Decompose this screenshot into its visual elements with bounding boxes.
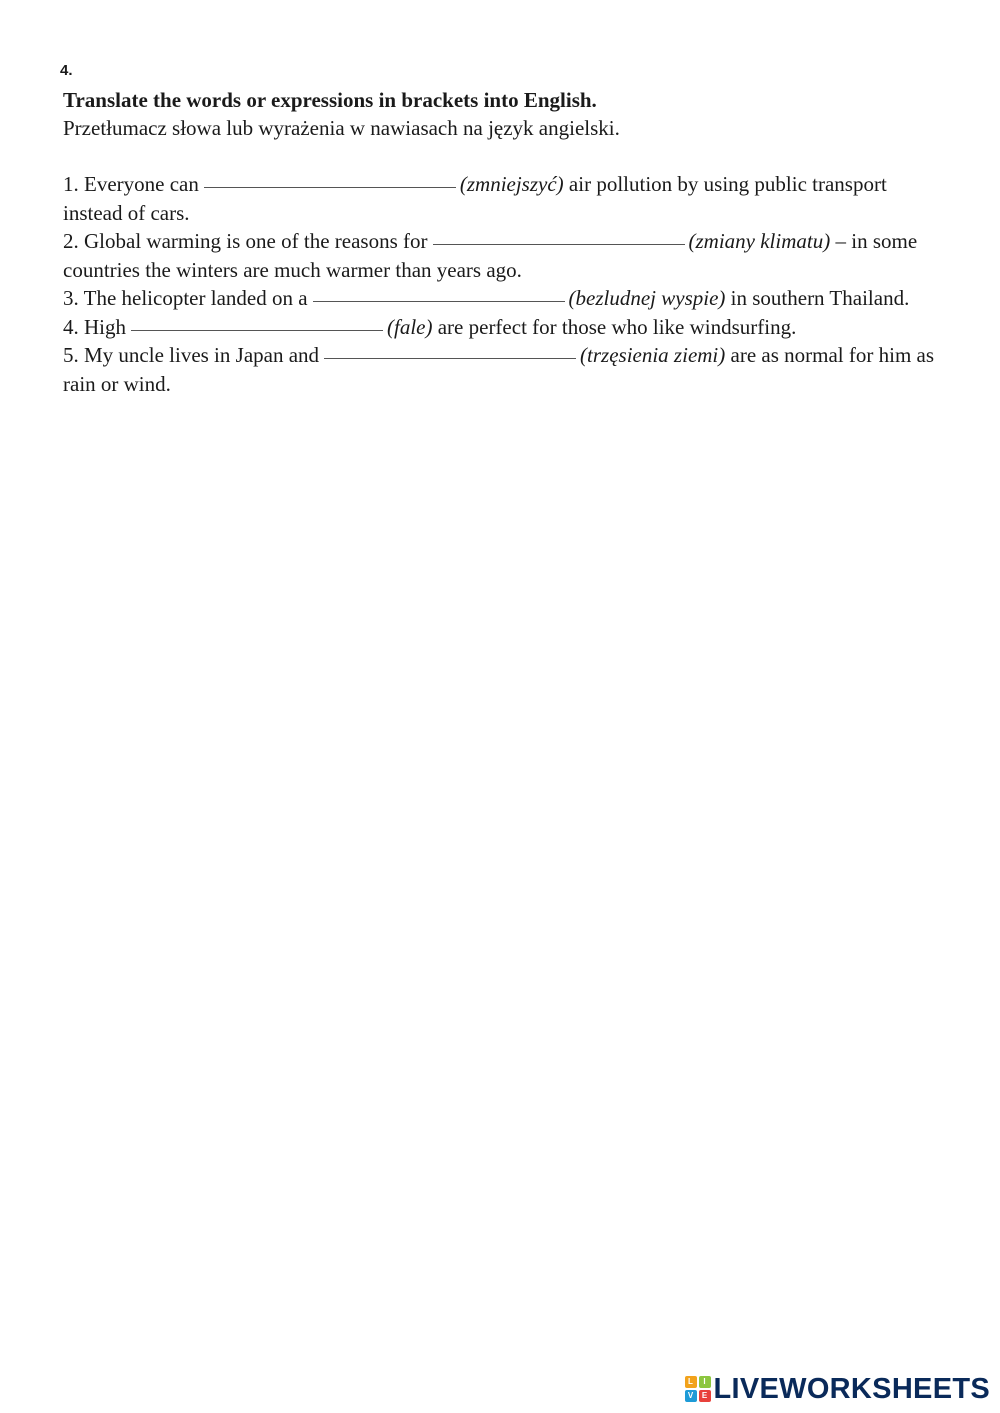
exercise-item-3: [63, 284, 943, 313]
item-4-answer-blank[interactable]: [131, 329, 383, 331]
item-4-hint: (fale): [387, 314, 433, 339]
item-1-text-before: 1. Everyone can: [63, 172, 199, 196]
item-5-hint: (trzęsienia ziemi): [580, 343, 726, 367]
exercise-number: 4.: [60, 62, 73, 79]
item-3-text-before: 3. The helicopter landed on a: [63, 286, 308, 310]
item-2-hint: (zmiany klimatu): [688, 229, 831, 253]
logo-tile-l: L: [685, 1376, 697, 1388]
exercise-item-1: [63, 170, 943, 227]
exercise-item-5: [63, 341, 943, 398]
exercise-items: [63, 170, 943, 398]
exercise-item-4: [63, 313, 943, 342]
liveworksheets-logo-icon: [685, 1376, 711, 1402]
logo-text: LIVEWORKSHEETS: [713, 1372, 990, 1405]
logo-tile-i: I: [699, 1376, 711, 1388]
item-5-text-after: are as normal for him as rain or wind.: [63, 343, 935, 396]
item-4-text-before: 4. High: [63, 314, 126, 339]
instruction-english: Translate the words or expressions in brackets into English.: [63, 88, 597, 112]
item-2-text-after: – in some countries the winters are much warmer than years ago.: [63, 229, 918, 282]
item-3-answer-blank[interactable]: [313, 300, 565, 302]
item-3-hint: (bezludnej wyspie): [568, 286, 726, 310]
logo-tile-v: V: [685, 1390, 697, 1402]
item-1-answer-blank[interactable]: [204, 186, 456, 188]
instruction-polish: Przetłumacz słowa lub wyrażenia w nawiasach na język angielski.: [63, 116, 620, 140]
item-3-text-after: in southern Thailand.: [730, 286, 910, 310]
exercise-item-2: [63, 227, 943, 284]
item-1-hint: (zmniejszyć): [459, 172, 564, 196]
item-5-answer-blank[interactable]: [324, 357, 576, 359]
item-1-text-after: air pollution by using public transport instead of cars.: [63, 172, 887, 225]
item-5-text-before: 5. My uncle lives in Japan and: [63, 343, 320, 367]
logo-tile-e: E: [699, 1390, 711, 1402]
worksheet-body: [63, 86, 943, 398]
item-2-text-before: 2. Global warming is one of the reasons for: [63, 229, 428, 253]
item-2-answer-blank[interactable]: [433, 243, 685, 245]
item-4-text-after: are perfect for those who like windsurfing.: [437, 314, 797, 339]
liveworksheets-logo: [685, 1371, 991, 1407]
